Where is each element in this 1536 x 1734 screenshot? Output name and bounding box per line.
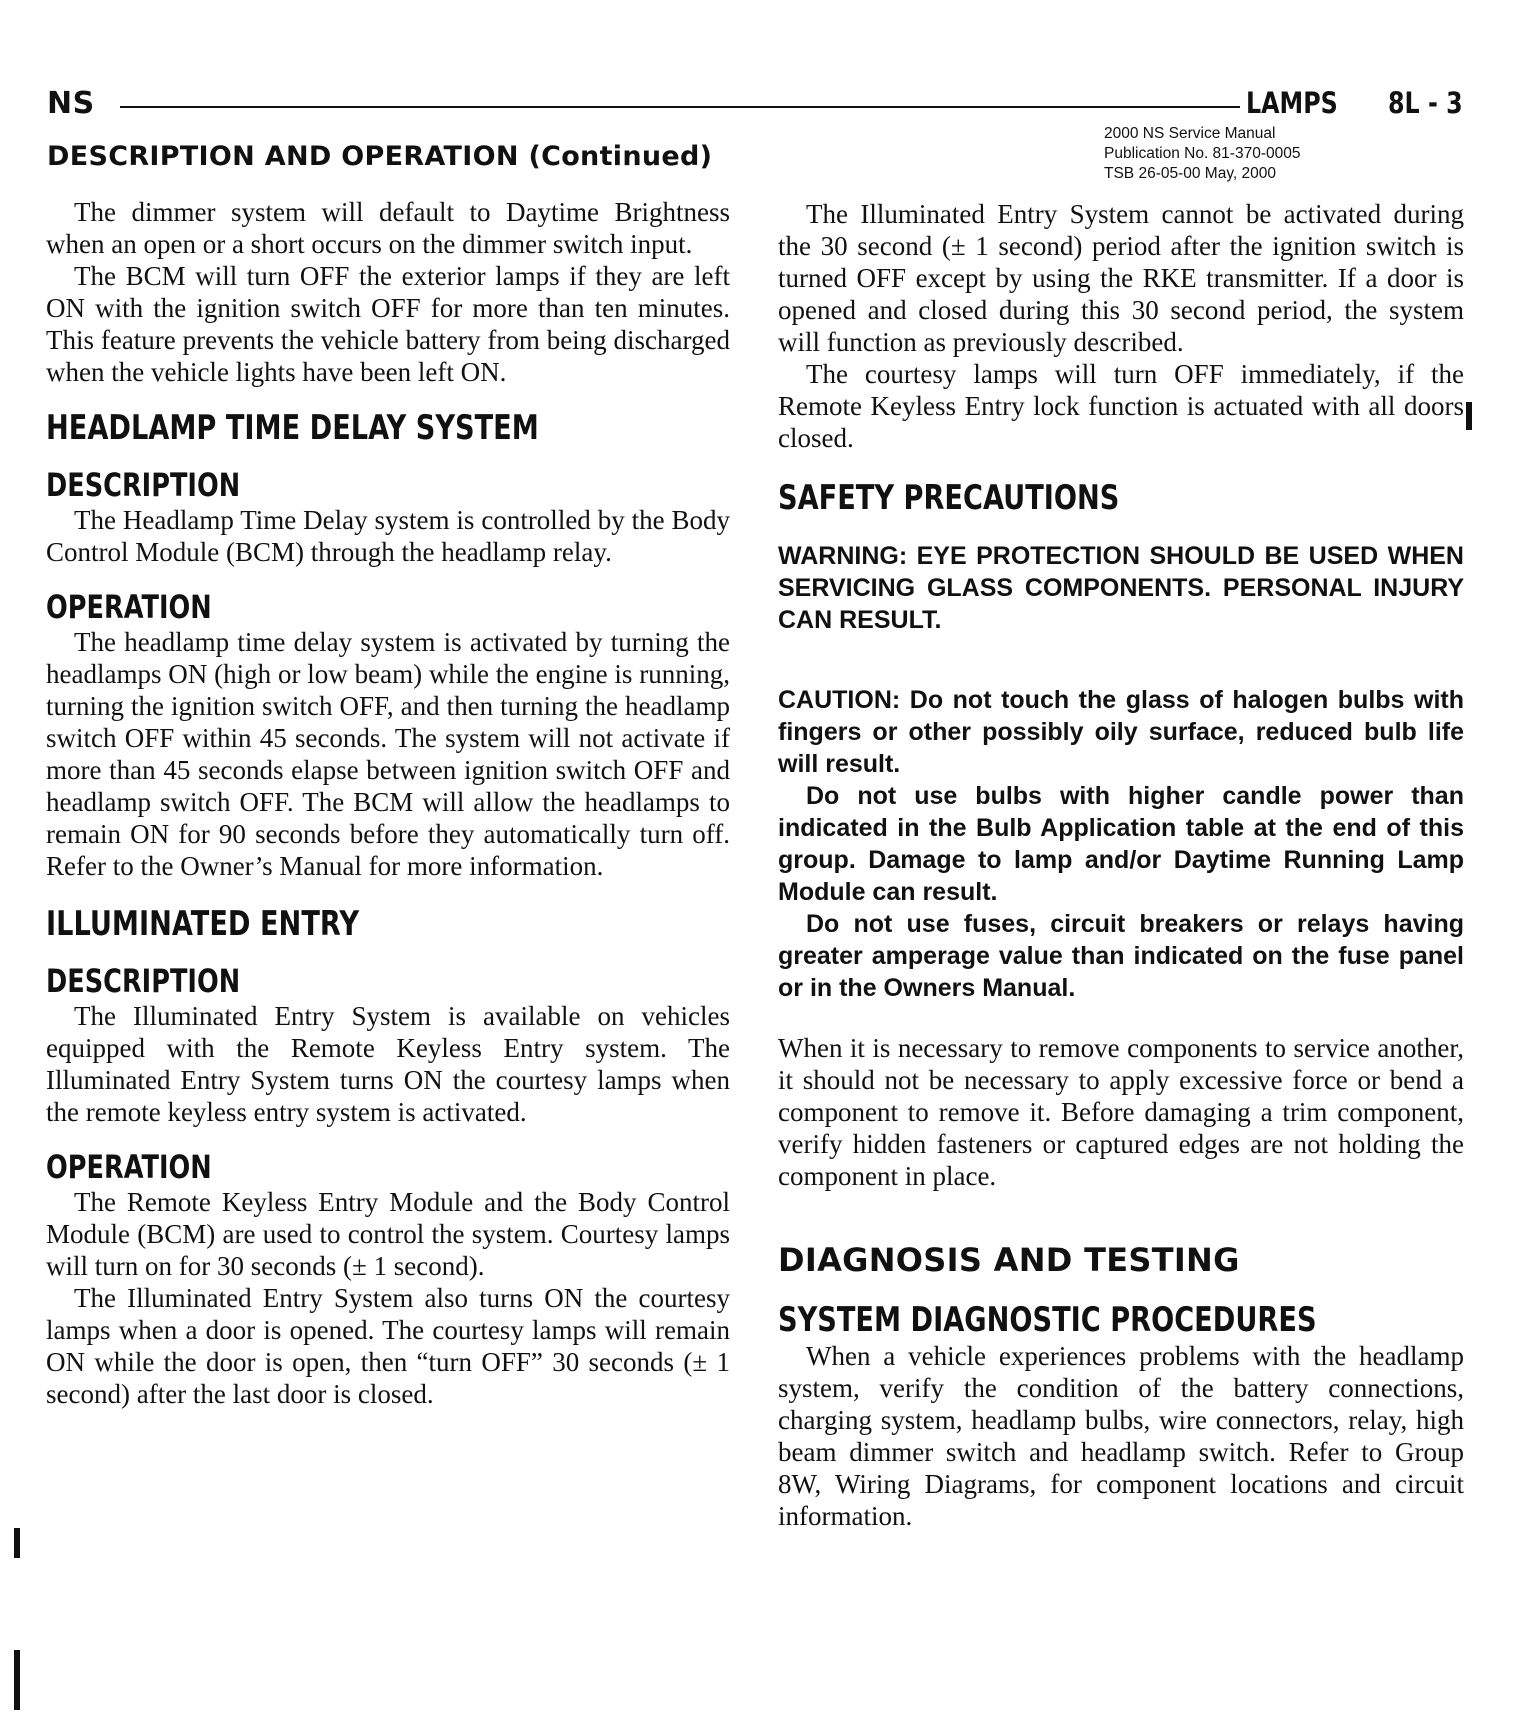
paragraph-illuminated-entry-description: The Illuminated Entry System is available on vehicles equipped with the Remote Keyless Entry system. The Illuminated Entry System turns ON the courtesy lamps when the remote keyless entry system is activated. <box>46 1001 730 1127</box>
subheading-description: DESCRIPTION <box>46 466 241 504</box>
paragraph-time-delay-operation: The headlamp time delay system is activated by turning the headlamps ON (high or low beam) while the engine is running, turning the ignition switch OFF, and then turning the headlamp switch OFF within 45 seconds. The system will not activate if more than 45 seconds elapse between ignition switch OFF and headlamp switch OFF. The BCM will allow the headlamps to remain ON for 90 seconds before they automatically turn off. Refer to the Owner’s Manual for more information. <box>46 627 730 881</box>
paragraph-illuminated-entry-operation: The Remote Keyless Entry Module and the Body Control Module (BCM) are used to control the system. Courtesy lamps will turn on for 30 seconds (± 1 second). <box>46 1187 730 1281</box>
subheading-operation: OPERATION <box>46 1148 212 1186</box>
heading-safety-precautions: SAFETY PRECAUTIONS <box>778 478 1120 518</box>
subheading-operation: OPERATION <box>46 588 212 626</box>
caution-halogen-bulbs: CAUTION: Do not touch the glass of halogen bulbs with fingers or other possibly oily surface, reduced bulb life will result. <box>778 686 1464 778</box>
revision-bar <box>14 1650 20 1710</box>
paragraph-time-delay-description: The Headlamp Time Delay system is controlled by the Body Control Module (BCM) through the headlamp relay. <box>46 505 730 567</box>
paragraph-remove-components: When it is necessary to remove components to service another, it should not be necessary to apply excessive force or bend a component to remove it. Before damaging a trim component, verify hidden fasteners or captured edges are not holding the component in place. <box>778 1033 1464 1191</box>
subheading-description: DESCRIPTION <box>46 962 241 1000</box>
header-section-code: NS <box>47 86 95 121</box>
header-page-number: 8L - 3 <box>1388 86 1463 120</box>
pub-line-manual: 2000 NS Service Manual <box>1104 125 1276 142</box>
header-group-title: LAMPS <box>1246 86 1338 120</box>
left-column <box>46 196 730 1410</box>
pub-line-number: Publication No. 81-370-0005 <box>1104 145 1301 162</box>
paragraph-courtesy-lamps-off: The courtesy lamps will turn OFF immediately, if the Remote Keyless Entry lock function is actuated with all doors closed. <box>778 359 1464 453</box>
warning-eye-protection: WARNING: EYE PROTECTION SHOULD BE USED WHEN SERVICING GLASS COMPONENTS. PERSONAL INJURY CAN RESULT. <box>778 542 1464 634</box>
caution-candle-power: Do not use bulbs with higher candle power than indicated in the Bulb Application table at the end of this group. Damage to lamp and/or Daytime Running Lamp Module can result. <box>778 782 1464 906</box>
heading-headlamp-time-delay: HEADLAMP TIME DELAY SYSTEM <box>46 408 539 448</box>
paragraph-dimmer-default: The dimmer system will default to Daytime Brightness when an open or a short occurs on the dimmer switch input. <box>46 197 730 259</box>
paragraph-bcm-exterior-lamps: The BCM will turn OFF the exterior lamps if they are left ON with the ignition switch OFF for more than ten minutes. This feature prevents the vehicle battery from being discharged when the vehicle lights have been left ON. <box>46 261 730 387</box>
revision-bar <box>14 1528 20 1558</box>
heading-system-diagnostic-procedures: SYSTEM DIAGNOSTIC PROCEDURES <box>778 1300 1317 1340</box>
paragraph-system-diagnostics: When a vehicle experiences problems with the headlamp system, verify the condition of the battery connections, charging system, headlamp bulbs, wire connectors, relay, high beam dimmer switch and headlamp switch. Refer to Group 8W, Wiring Diagrams, for component locations and circuit information. <box>778 1341 1464 1531</box>
paragraph-activation-period: The Illuminated Entry System cannot be activated during the 30 second (± 1 second) period after the ignition switch is turned OFF except by using the RKE transmitter. If a door is opened and closed during this 30 second period, the system will function as previously described. <box>778 199 1464 357</box>
revision-bar <box>1466 402 1472 430</box>
header-rule <box>120 106 1240 108</box>
caution-fuses: Do not use fuses, circuit breakers or relays having greater amperage value than indicated on the fuse panel or in the Owners Manual. <box>778 910 1464 1002</box>
pub-line-tsb: TSB 26-05-00 May, 2000 <box>1104 165 1277 182</box>
right-column <box>778 198 1464 1532</box>
paragraph-door-courtesy-lamps: The Illuminated Entry System also turns ON the courtesy lamps when a door is opened. The courtesy lamps will remain ON while the door is open, then “turn OFF” 30 seconds (± 1 second) after the last door is closed. <box>46 1283 730 1409</box>
heading-diagnosis-and-testing: DIAGNOSIS AND TESTING <box>778 1241 1240 1279</box>
heading-illuminated-entry: ILLUMINATED ENTRY <box>46 904 360 944</box>
continued-section-title: DESCRIPTION AND OPERATION (Continued) <box>47 141 713 172</box>
publication-info <box>1104 124 1300 184</box>
